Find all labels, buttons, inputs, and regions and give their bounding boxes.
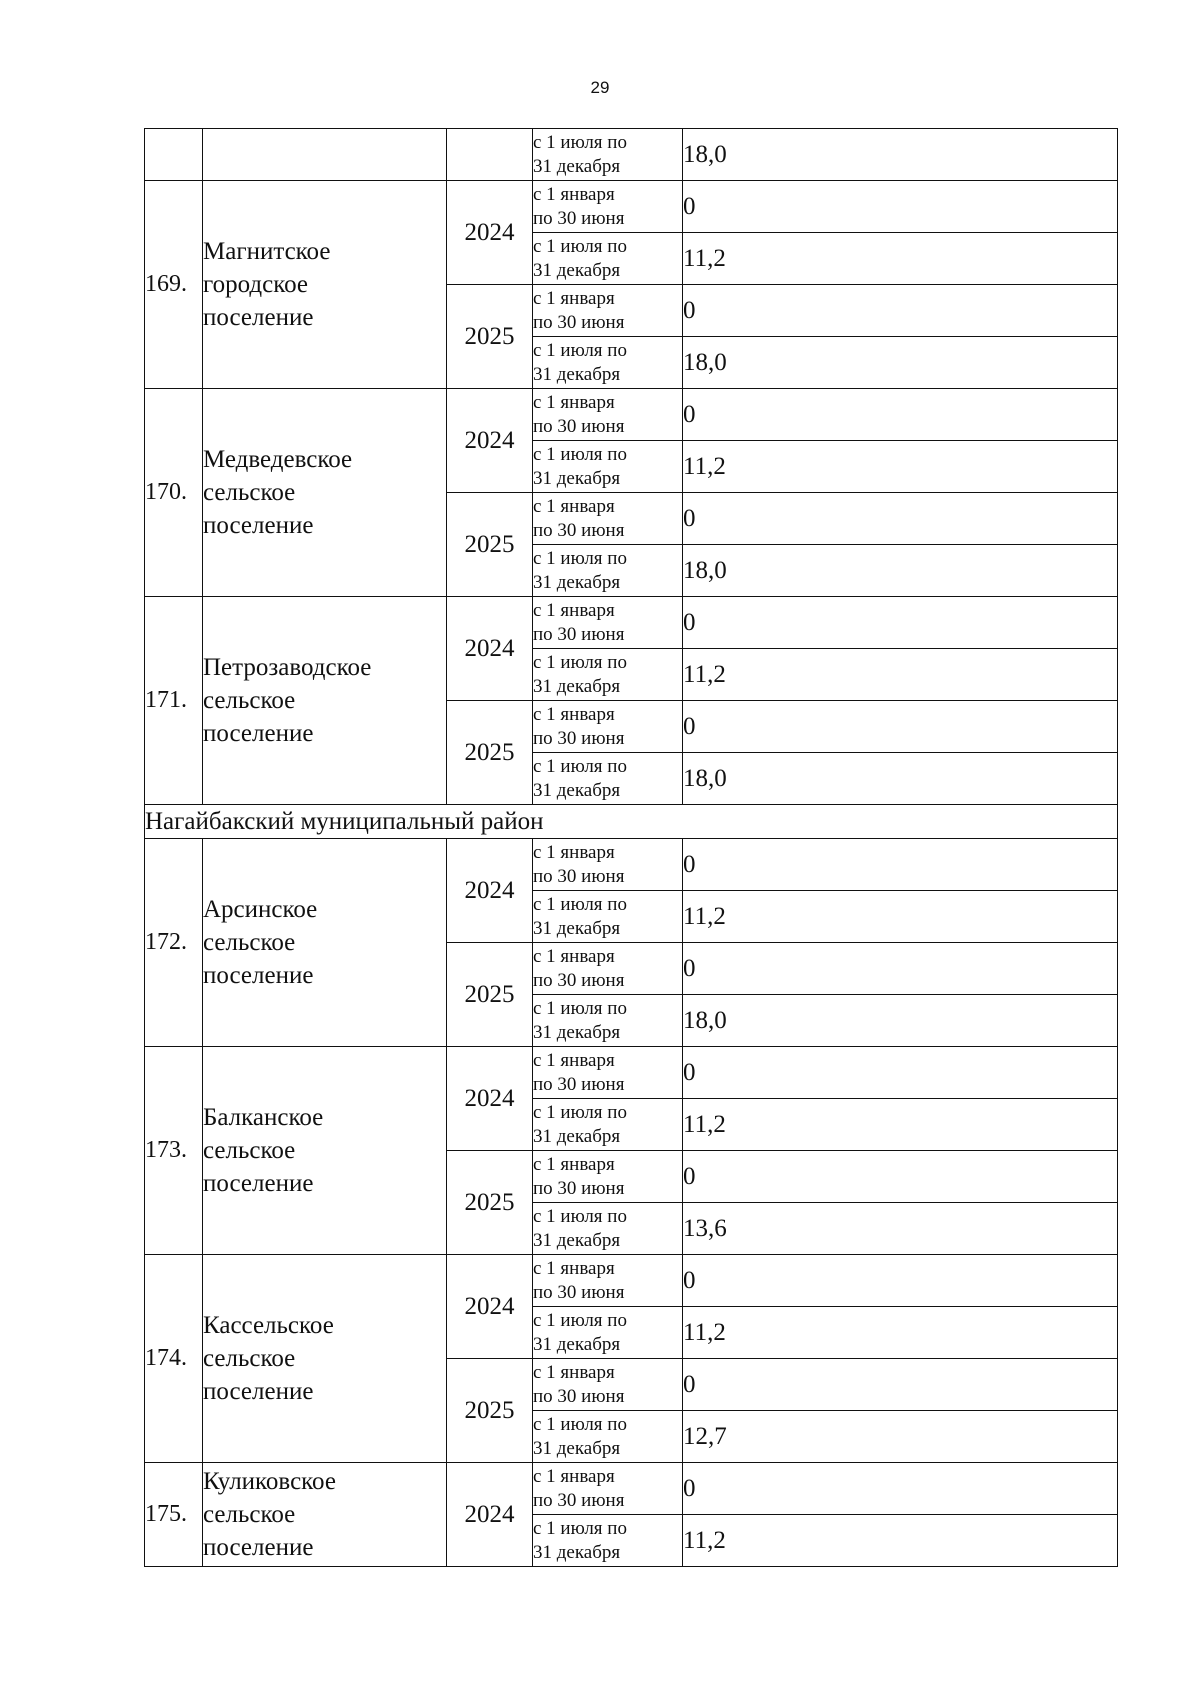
period-line: 31 декабря [533, 1021, 621, 1043]
period-line: с 1 июля по [533, 1205, 627, 1227]
settlement-name-line: поселение [203, 720, 314, 747]
period-line: с 1 января [533, 1465, 615, 1487]
region-title: Нагайбакский муниципальный район [145, 805, 1118, 839]
period-cell [533, 389, 683, 441]
period-line: с 1 июля по [533, 235, 627, 257]
settlement-name-cell [203, 181, 447, 389]
tariff-table [144, 128, 1118, 1567]
page-number: 29 [590, 78, 610, 97]
settlement-name-line: сельское [203, 1501, 296, 1528]
settlement-name-line: поселение [203, 1170, 314, 1197]
period-line: с 1 июля по [533, 755, 627, 777]
table-row [145, 389, 1118, 441]
value-cell: 11,2 [683, 233, 1118, 285]
period-line: 31 декабря [533, 675, 621, 697]
year-cell: 2025 [447, 285, 533, 389]
value-cell: 0 [683, 181, 1118, 233]
value-cell: 0 [683, 1047, 1118, 1099]
year-cell: 2024 [447, 389, 533, 493]
period-line: с 1 июля по [533, 1101, 627, 1123]
period-line: 31 декабря [533, 917, 621, 939]
table-row [145, 597, 1118, 649]
settlement-name-line: сельское [203, 929, 296, 956]
period-cell [533, 337, 683, 389]
settlement-name-line: поселение [203, 304, 314, 331]
period-line: по 30 июня [533, 519, 625, 541]
period-line: с 1 июля по [533, 651, 627, 673]
value-cell: 0 [683, 943, 1118, 995]
value-cell: 11,2 [683, 1099, 1118, 1151]
period-cell [533, 839, 683, 891]
settlement-name-cell [203, 839, 447, 1047]
entry-number: 174. [145, 1255, 203, 1463]
settlement-name-line: сельское [203, 1345, 296, 1372]
period-line: с 1 января [533, 1361, 615, 1383]
period-line: по 30 июня [533, 1385, 625, 1407]
settlement-name-cell [203, 129, 447, 181]
period-cell [533, 1047, 683, 1099]
period-line: с 1 июля по [533, 339, 627, 361]
period-line: с 1 июля по [533, 997, 627, 1019]
period-cell [533, 701, 683, 753]
period-cell [533, 441, 683, 493]
value-cell: 18,0 [683, 545, 1118, 597]
period-line: с 1 июля по [533, 1517, 627, 1539]
value-cell: 0 [683, 701, 1118, 753]
period-line: по 30 июня [533, 207, 625, 229]
period-line: с 1 июля по [533, 443, 627, 465]
entry-number: 173. [145, 1047, 203, 1255]
settlement-name-line: Магнитское [203, 238, 331, 265]
settlement-name-line: Арсинское [203, 896, 318, 923]
period-line: с 1 июля по [533, 1309, 627, 1331]
value-cell: 0 [683, 597, 1118, 649]
entry-number: 172. [145, 839, 203, 1047]
period-line: с 1 июля по [533, 1413, 627, 1435]
period-line: по 30 июня [533, 1073, 625, 1095]
period-line: с 1 января [533, 945, 615, 967]
period-line: по 30 июня [533, 727, 625, 749]
period-line: с 1 июля по [533, 893, 627, 915]
table-row [145, 1047, 1118, 1099]
period-line: 31 декабря [533, 571, 621, 593]
period-line: 31 декабря [533, 1437, 621, 1459]
value-cell: 11,2 [683, 649, 1118, 701]
period-cell [533, 1359, 683, 1411]
settlement-name-line: поселение [203, 1534, 314, 1561]
period-cell [533, 285, 683, 337]
period-cell [533, 1411, 683, 1463]
table-body [145, 129, 1118, 1567]
period-cell [533, 995, 683, 1047]
period-line: с 1 июля по [533, 131, 627, 153]
period-cell [533, 597, 683, 649]
value-cell: 12,7 [683, 1411, 1118, 1463]
year-cell: 2025 [447, 1151, 533, 1255]
value-cell: 0 [683, 1359, 1118, 1411]
value-cell: 13,6 [683, 1203, 1118, 1255]
entry-number: 170. [145, 389, 203, 597]
year-cell: 2024 [447, 839, 533, 943]
settlement-name-line: городское [203, 271, 309, 298]
settlement-name-line: Петрозаводское [203, 654, 372, 681]
settlement-name-cell [203, 1463, 447, 1567]
period-line: 31 декабря [533, 779, 621, 801]
region-row [145, 805, 1118, 839]
table-row [145, 1255, 1118, 1307]
settlement-name-line: поселение [203, 1378, 314, 1405]
period-line: 31 декабря [533, 1541, 621, 1563]
value-cell: 0 [683, 839, 1118, 891]
table-row [145, 181, 1118, 233]
period-cell [533, 493, 683, 545]
settlement-name-line: поселение [203, 962, 314, 989]
period-line: по 30 июня [533, 1281, 625, 1303]
value-cell: 0 [683, 1463, 1118, 1515]
period-line: 31 декабря [533, 467, 621, 489]
period-cell [533, 649, 683, 701]
period-line: 31 декабря [533, 1333, 621, 1355]
period-line: по 30 июня [533, 415, 625, 437]
period-cell [533, 1255, 683, 1307]
period-line: с 1 января [533, 1257, 615, 1279]
period-line: 31 декабря [533, 259, 621, 281]
period-line: с 1 июля по [533, 547, 627, 569]
period-line: с 1 января [533, 391, 615, 413]
settlement-name-cell [203, 389, 447, 597]
value-cell: 0 [683, 1255, 1118, 1307]
value-cell: 18,0 [683, 129, 1118, 181]
year-cell: 2024 [447, 597, 533, 701]
period-cell [533, 1203, 683, 1255]
period-cell [533, 753, 683, 805]
value-cell: 18,0 [683, 753, 1118, 805]
settlement-name-line: Куликовское [203, 1468, 336, 1495]
period-cell [533, 181, 683, 233]
settlement-name-line: сельское [203, 479, 296, 506]
period-cell [533, 1151, 683, 1203]
value-cell: 11,2 [683, 1307, 1118, 1359]
continuation-row [145, 129, 1118, 181]
settlement-name-cell [203, 597, 447, 805]
period-line: с 1 января [533, 183, 615, 205]
entry-number: 175. [145, 1463, 203, 1567]
period-cell [533, 891, 683, 943]
period-line: по 30 июня [533, 623, 625, 645]
year-cell: 2025 [447, 493, 533, 597]
period-line: 31 декабря [533, 1125, 621, 1147]
entry-number-cell [145, 129, 203, 181]
settlement-name-line: Балканское [203, 1104, 324, 1131]
entry-number: 169. [145, 181, 203, 389]
period-line: с 1 января [533, 841, 615, 863]
settlement-name-cell [203, 1047, 447, 1255]
period-cell [533, 1307, 683, 1359]
settlement-name-line: Кассельское [203, 1312, 334, 1339]
entry-number: 171. [145, 597, 203, 805]
value-cell: 11,2 [683, 891, 1118, 943]
value-cell: 18,0 [683, 995, 1118, 1047]
year-cell: 2024 [447, 181, 533, 285]
period-cell [533, 1515, 683, 1567]
settlement-name-line: Медведевское [203, 446, 353, 473]
period-line: с 1 января [533, 703, 615, 725]
settlement-name-line: сельское [203, 687, 296, 714]
period-line: с 1 января [533, 599, 615, 621]
period-line: по 30 июня [533, 969, 625, 991]
value-cell: 0 [683, 285, 1118, 337]
year-cell: 2025 [447, 1359, 533, 1463]
table-row [145, 1463, 1118, 1515]
period-cell [533, 943, 683, 995]
value-cell: 11,2 [683, 1515, 1118, 1567]
period-line: 31 декабря [533, 1229, 621, 1251]
period-line: по 30 июня [533, 1177, 625, 1199]
period-cell [533, 233, 683, 285]
period-line: с 1 января [533, 287, 615, 309]
period-line: с 1 января [533, 1049, 615, 1071]
value-cell: 18,0 [683, 337, 1118, 389]
year-cell: 2024 [447, 1047, 533, 1151]
settlement-name-line: поселение [203, 512, 314, 539]
value-cell: 11,2 [683, 441, 1118, 493]
period-cell [533, 1463, 683, 1515]
period-cell [533, 129, 683, 181]
settlement-name-line: сельское [203, 1137, 296, 1164]
year-cell: 2025 [447, 701, 533, 805]
period-line: по 30 июня [533, 311, 625, 333]
year-cell [447, 129, 533, 181]
year-cell: 2024 [447, 1463, 533, 1567]
period-line: по 30 июня [533, 1489, 625, 1511]
value-cell: 0 [683, 493, 1118, 545]
period-cell [533, 1099, 683, 1151]
period-line: с 1 января [533, 1153, 615, 1175]
value-cell: 0 [683, 1151, 1118, 1203]
period-line: 31 декабря [533, 363, 621, 385]
table-row [145, 839, 1118, 891]
period-cell [533, 545, 683, 597]
period-line: по 30 июня [533, 865, 625, 887]
period-line: 31 декабря [533, 155, 621, 177]
settlement-name-cell [203, 1255, 447, 1463]
period-line: с 1 января [533, 495, 615, 517]
year-cell: 2025 [447, 943, 533, 1047]
value-cell: 0 [683, 389, 1118, 441]
year-cell: 2024 [447, 1255, 533, 1359]
